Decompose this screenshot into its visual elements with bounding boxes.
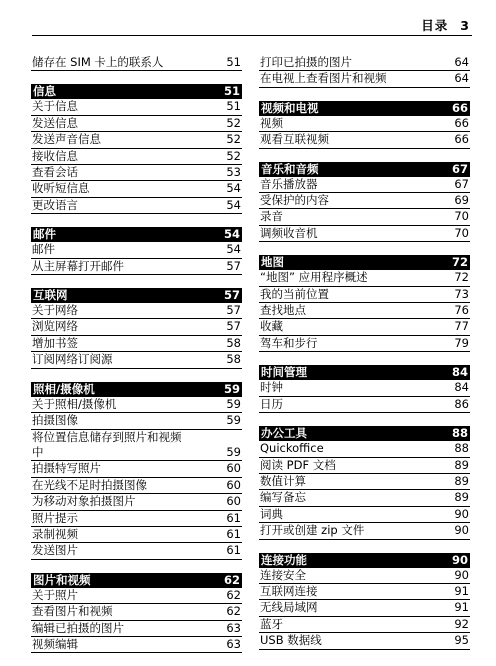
section-heading-page: 54 [223, 227, 240, 242]
toc-section [259, 426, 470, 539]
section-heading[interactable] [31, 573, 242, 588]
toc-entry-page: 58 [226, 352, 241, 367]
toc-entry[interactable] [31, 336, 242, 352]
toc-entry-title: 编写备忘 [260, 490, 306, 505]
toc-entry-title: 数值计算 [260, 473, 306, 488]
toc-entry-title: 将位置信息储存到照片和视频 中 [32, 429, 182, 459]
toc-section [31, 227, 242, 275]
section-heading[interactable] [259, 101, 470, 116]
section-heading-title: 地图 [261, 255, 284, 270]
toc-entry-title: “地图” 应用程序概述 [260, 270, 368, 285]
header-divider [32, 35, 472, 36]
section-heading[interactable] [259, 426, 470, 441]
toc-entry-title: 阅读 PDF 文档 [260, 457, 336, 472]
toc-entry-page: 89 [454, 473, 469, 488]
toc-entry-page: 51 [226, 99, 241, 114]
toc-entry[interactable] [259, 193, 470, 209]
toc-entry[interactable] [259, 490, 470, 506]
toc-section [259, 55, 470, 88]
toc-entry-page: 88 [454, 441, 469, 456]
toc-entry[interactable] [31, 604, 242, 620]
toc-entry-page: 84 [454, 380, 469, 395]
toc-entry-page: 92 [454, 616, 469, 631]
toc-entry[interactable] [259, 55, 470, 71]
section-heading-page: 67 [451, 161, 468, 176]
toc-entry-title: 词典 [260, 506, 283, 521]
toc-entry[interactable] [259, 584, 470, 600]
toc-entry[interactable] [259, 600, 470, 616]
section-heading-title: 连接功能 [261, 552, 307, 567]
toc-entry-title: 打印已拍摄的图片 [260, 55, 352, 69]
toc-entry[interactable] [31, 242, 242, 258]
toc-entry[interactable] [31, 149, 242, 165]
toc-entry-page: 89 [454, 490, 469, 505]
toc-entry-page: 66 [454, 115, 469, 130]
toc-entry-title: 查找地点 [260, 303, 306, 318]
toc-entry-page: 59 [226, 396, 241, 411]
toc-entry-title: 拍摄图像 [32, 413, 78, 428]
toc-entry[interactable] [259, 226, 470, 242]
section-heading-page: 59 [223, 381, 240, 396]
page-header [421, 16, 470, 34]
section-heading-title: 信息 [33, 84, 56, 99]
toc-entry-page: 73 [454, 286, 469, 301]
toc-entry-title: 发送声音信息 [32, 132, 101, 147]
toc-entry-title: 浏览网络 [32, 319, 78, 334]
toc-entry-title: 音乐播放器 [260, 176, 318, 191]
section-heading-title: 邮件 [33, 227, 56, 242]
toc-entry-title: 发送信息 [32, 115, 78, 130]
section-heading-title: 办公工具 [261, 426, 307, 441]
toc-entry[interactable] [31, 543, 242, 559]
toc-entry[interactable] [31, 588, 242, 604]
toc-entry-page: 95 [454, 633, 469, 648]
toc-entry-title: 订阅网络订阅源 [32, 352, 113, 367]
toc-entry-page: 54 [226, 197, 241, 212]
toc-entry-page: 53 [226, 165, 241, 180]
header-title: 目录 [421, 18, 449, 33]
toc-entry[interactable] [31, 621, 242, 637]
toc-entry[interactable] [259, 507, 470, 523]
section-heading-page: 62 [223, 572, 240, 587]
toc-entry-page: 59 [226, 444, 241, 459]
toc-entry[interactable] [31, 397, 242, 413]
toc-entry-title: 照片提示 [32, 510, 78, 525]
toc-section [31, 288, 242, 369]
toc-entry-title: 无线局域网 [260, 600, 318, 615]
toc-entry-title: 日历 [260, 396, 283, 411]
toc-entry-title: Quickoffice [260, 441, 324, 456]
toc-entry[interactable] [31, 511, 242, 527]
toc-entry[interactable] [259, 523, 470, 539]
toc-entry[interactable] [259, 336, 470, 352]
toc-entry-page: 86 [454, 396, 469, 411]
toc-entry-page: 90 [454, 523, 469, 538]
toc-entry[interactable] [259, 303, 470, 319]
toc-entry[interactable] [31, 116, 242, 132]
toc-entry-title: USB 数据线 [260, 633, 322, 648]
section-heading[interactable] [259, 553, 470, 568]
toc-entry-title: 互联网连接 [260, 583, 318, 598]
toc-entry-title: 视频编辑 [32, 636, 78, 651]
toc-entry[interactable] [259, 568, 470, 584]
toc-entry-page: 60 [226, 461, 241, 476]
toc-entry[interactable] [31, 527, 242, 543]
toc-entry-title: 连接安全 [260, 567, 306, 582]
toc-entry-title: 增加书签 [32, 335, 78, 350]
toc-entry-title: 视频 [260, 115, 283, 130]
toc-entry-title: 更改语言 [32, 197, 78, 212]
toc-entry-page: 51 [226, 55, 241, 69]
section-heading-page: 57 [223, 288, 240, 303]
section-heading[interactable] [259, 162, 470, 177]
toc-entry-page: 59 [226, 413, 241, 428]
toc-entry[interactable] [259, 458, 470, 474]
section-heading-title: 视频和电视 [261, 100, 319, 115]
toc-entry[interactable] [259, 380, 470, 396]
toc-entry[interactable] [31, 637, 242, 653]
section-heading-page: 90 [451, 552, 468, 567]
section-heading-page: 51 [223, 84, 240, 99]
toc-entry-page: 62 [226, 587, 241, 602]
toc-entry-page: 58 [226, 335, 241, 350]
toc-entry-title: 拍摄特写照片 [32, 461, 101, 476]
toc-entry-title: 发送图片 [32, 543, 78, 558]
toc-entry-page: 64 [454, 71, 469, 86]
toc-entry-page: 52 [226, 148, 241, 163]
toc-entry[interactable] [259, 270, 470, 286]
toc-entry[interactable] [259, 287, 470, 303]
section-heading-page: 88 [451, 426, 468, 441]
toc-entry-title: 编辑已拍摄的图片 [32, 620, 124, 635]
toc-entry[interactable] [31, 99, 242, 115]
toc-entry[interactable] [31, 259, 242, 275]
toc-entry-page: 66 [454, 132, 469, 147]
toc-entry-page: 60 [226, 494, 241, 509]
toc-entry[interactable] [31, 413, 242, 429]
toc-entry-page: 91 [454, 600, 469, 615]
section-heading[interactable] [259, 255, 470, 270]
toc-entry-page: 76 [454, 303, 469, 318]
toc-entry-page: 63 [226, 620, 241, 635]
toc-entry[interactable] [31, 55, 242, 71]
toc-entry-title: 关于信息 [32, 99, 78, 114]
toc-entry-page: 67 [454, 176, 469, 191]
toc-entry-page: 54 [226, 242, 241, 257]
toc-entry[interactable] [31, 461, 242, 477]
toc-entry-page: 61 [226, 526, 241, 541]
toc-entry[interactable] [259, 633, 470, 649]
toc-entry-page: 61 [226, 543, 241, 558]
toc-entry[interactable] [31, 198, 242, 214]
toc-entry[interactable] [259, 319, 470, 335]
toc-entry[interactable] [259, 71, 470, 87]
toc-entry-page: 63 [226, 636, 241, 651]
toc-entry[interactable] [31, 430, 242, 462]
section-heading-title: 时间管理 [261, 365, 307, 380]
toc-entry[interactable] [31, 319, 242, 335]
toc-entry-page: 89 [454, 457, 469, 472]
toc-entry[interactable] [31, 494, 242, 510]
toc-section [31, 55, 242, 71]
toc-entry[interactable] [259, 177, 470, 193]
toc-entry-title: 从主屏幕打开邮件 [32, 258, 124, 273]
toc-entry-page: 91 [454, 583, 469, 598]
section-heading[interactable] [31, 227, 242, 242]
toc-entry-title: 为移动对象拍摄图片 [32, 494, 136, 509]
toc-section [259, 255, 470, 352]
toc-entry-page: 79 [454, 335, 469, 350]
header-page-number: 3 [460, 18, 470, 33]
toc-entry-title: 录音 [260, 209, 283, 224]
toc-entry-title: 收藏 [260, 319, 283, 334]
section-heading-page: 84 [451, 365, 468, 380]
toc-entry-title: 受保护的内容 [260, 193, 329, 208]
toc-entry-title: 关于网络 [32, 303, 78, 318]
section-heading-title: 图片和视频 [33, 572, 91, 587]
toc-entry-title: 储存在 SIM 卡上的联系人 [32, 55, 164, 69]
toc-entry-title: 观看互联视频 [260, 132, 329, 147]
toc-entry-title: 时钟 [260, 380, 283, 395]
toc-entry-title: 邮件 [32, 242, 55, 257]
toc-left-column [31, 55, 242, 666]
section-heading[interactable] [259, 365, 470, 380]
toc-entry-page: 64 [454, 55, 469, 69]
toc-entry-title: 驾车和步行 [260, 335, 318, 350]
section-heading[interactable] [31, 382, 242, 397]
toc-entry-title: 接收信息 [32, 148, 78, 163]
toc-entry-page: 70 [454, 225, 469, 240]
section-heading[interactable] [31, 288, 242, 303]
toc-section [259, 101, 470, 149]
toc-entry-title: 在电视上查看图片和视频 [260, 71, 387, 86]
toc-entry-title: 关于照相/摄像机 [32, 396, 117, 411]
toc-entry-page: 62 [226, 604, 241, 619]
toc-entry-title: 蓝牙 [260, 616, 283, 631]
toc-entry[interactable] [31, 165, 242, 181]
toc-entry[interactable] [259, 397, 470, 413]
toc-entry[interactable] [31, 303, 242, 319]
toc-entry[interactable] [259, 617, 470, 633]
toc-entry-page: 90 [454, 567, 469, 582]
toc-entry-title: 打开或创建 zip 文件 [260, 523, 365, 538]
toc-entry-page: 69 [454, 193, 469, 208]
toc-section [259, 365, 470, 413]
toc-entry-page: 60 [226, 477, 241, 492]
toc-entry[interactable] [259, 441, 470, 457]
toc-entry-page: 52 [226, 132, 241, 147]
toc-entry-page: 61 [226, 510, 241, 525]
toc-entry-page: 70 [454, 209, 469, 224]
toc-entry-page: 72 [454, 270, 469, 285]
toc-entry-page: 57 [226, 319, 241, 334]
section-heading-page: 72 [451, 255, 468, 270]
section-heading-title: 互联网 [33, 288, 68, 303]
toc-entry-page: 54 [226, 181, 241, 196]
toc-entry-title: 我的当前位置 [260, 286, 329, 301]
toc-entry-page: 57 [226, 303, 241, 318]
toc-entry-title: 收听短信息 [32, 181, 90, 196]
toc-section [259, 553, 470, 650]
toc-entry-page: 77 [454, 319, 469, 334]
section-heading-page: 66 [451, 100, 468, 115]
toc-section [259, 162, 470, 243]
toc-section [31, 573, 242, 654]
section-heading-title: 照相/摄像机 [33, 381, 95, 396]
toc-right-column [259, 55, 470, 663]
toc-entry[interactable] [31, 181, 242, 197]
toc-section [31, 84, 242, 214]
toc-entry[interactable] [31, 478, 242, 494]
toc-entry-title: 录制视频 [32, 526, 78, 541]
toc-entry-page: 90 [454, 506, 469, 521]
toc-entry[interactable] [31, 132, 242, 148]
toc-entry-title: 在光线不足时拍摄图像 [32, 477, 147, 492]
toc-entry-title: 查看图片和视频 [32, 604, 113, 619]
toc-entry-title: 调频收音机 [260, 225, 318, 240]
toc-entry-page: 57 [226, 258, 241, 273]
section-heading[interactable] [31, 84, 242, 99]
toc-entry[interactable] [259, 474, 470, 490]
toc-section [31, 382, 242, 560]
toc-entry[interactable] [259, 132, 470, 148]
toc-entry-title: 查看会话 [32, 165, 78, 180]
toc-entry[interactable] [259, 116, 470, 132]
toc-entry-page: 52 [226, 115, 241, 130]
toc-entry[interactable] [31, 352, 242, 368]
section-heading-title: 音乐和音频 [261, 161, 319, 176]
toc-entry-title: 关于照片 [32, 587, 78, 602]
toc-entry[interactable] [259, 209, 470, 225]
